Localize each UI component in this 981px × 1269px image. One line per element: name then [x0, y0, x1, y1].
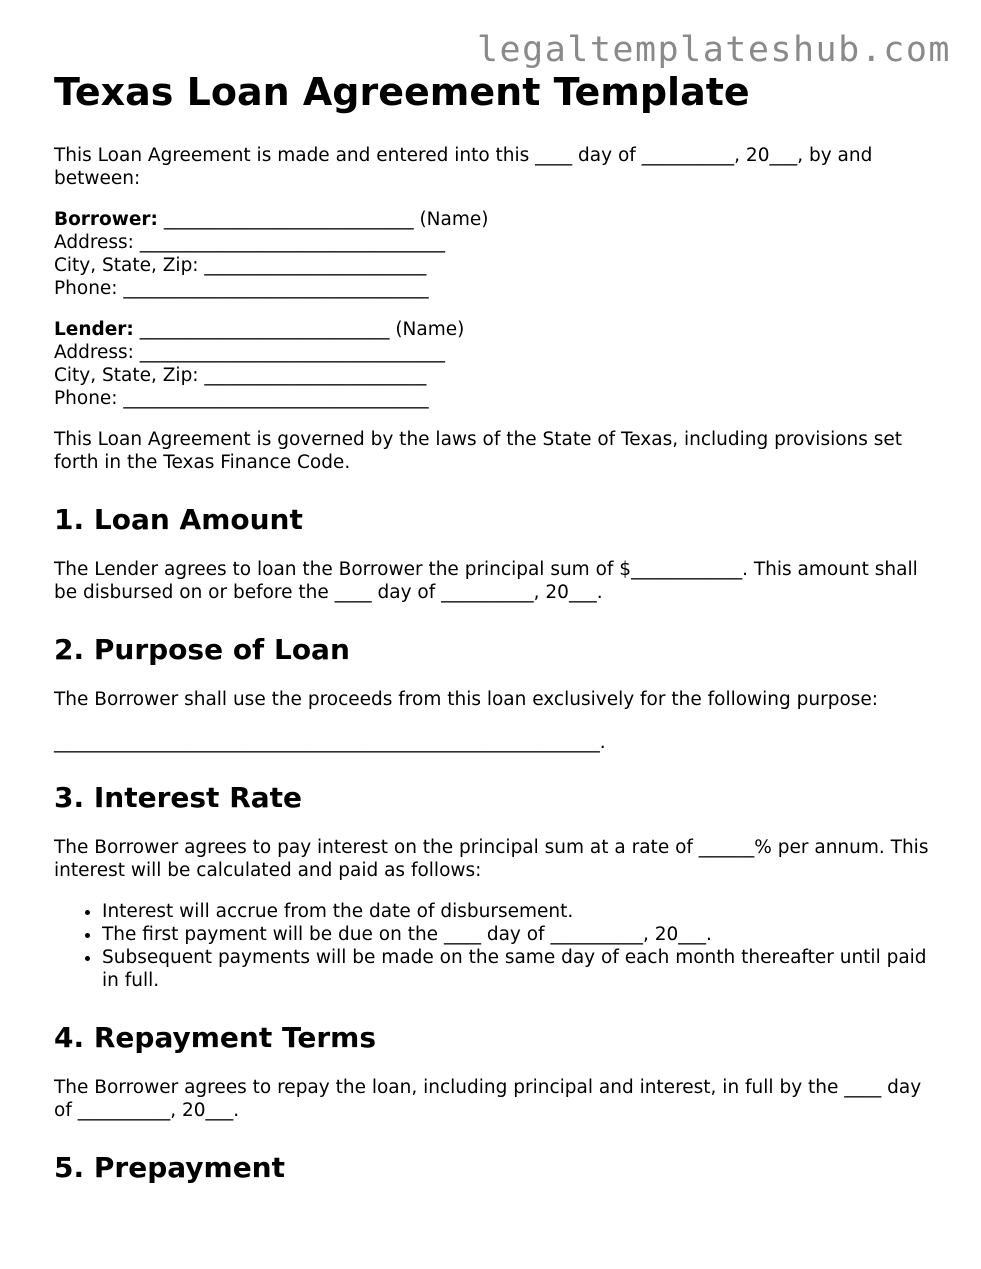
section-heading-interest: 3. Interest Rate [54, 781, 303, 814]
borrower-address: Address: _________________________________ [54, 232, 446, 253]
section-heading-repayment: 4. Repayment Terms [54, 1021, 376, 1054]
document-page [54, 68, 934, 1206]
borrower-phone: Phone: _________________________________ [54, 278, 429, 299]
borrower-city-state-zip: City, State, Zip: ________________________ [54, 255, 427, 276]
section-heading-prepayment: 5. Prepayment [54, 1151, 285, 1184]
section-heading-loan-amount: 1. Loan Amount [54, 503, 303, 536]
list-item: • Interest will accrue from the date of disbursement. [102, 900, 934, 923]
governing-law-paragraph: This Loan Agreement is governed by the laws of the State of Texas, including provisions set forth in the Texas Finance Code. [54, 429, 903, 473]
lender-city-state-zip: City, State, Zip: ________________________ [54, 365, 427, 386]
borrower-name-blank: ___________________________ (Name) [157, 209, 489, 230]
interest-paragraph: The Borrower agrees to pay interest on the principal sum at a rate of ______% per annum. This interest will be calculated and paid as follows: [54, 837, 929, 881]
borrower-block [54, 208, 934, 300]
document-title: Texas Loan Agreement Template [54, 70, 750, 114]
purpose-blank-line: ___________________________________________________________. [54, 732, 606, 753]
lender-phone: Phone: _________________________________ [54, 388, 429, 409]
intro-paragraph: This Loan Agreement is made and entered into this ____ day of __________, 20___, by and between: [54, 145, 873, 189]
borrower-name-line [54, 208, 934, 231]
list-item: • Subsequent payments will be made on the same day of each month thereafter until paid in full. [102, 946, 934, 992]
lender-block [54, 318, 934, 410]
lender-address: Address: _________________________________ [54, 342, 446, 363]
repayment-paragraph: The Borrower agrees to repay the loan, including principal and interest, in full by the ____ day of __________, 20___. [54, 1077, 922, 1121]
lender-label: Lender: [54, 319, 134, 340]
section-heading-purpose: 2. Purpose of Loan [54, 633, 350, 666]
purpose-paragraph: The Borrower shall use the proceeds from this loan exclusively for the following purpose: [54, 689, 879, 710]
watermark: legaltemplateshub.com [476, 30, 951, 70]
lender-name-blank: ___________________________ (Name) [133, 319, 465, 340]
loan-amount-paragraph: The Lender agrees to loan the Borrower the principal sum of $____________. This amount shall be disbursed on or before the ____ day of __________, 20___. [54, 559, 918, 603]
list-item: • The first payment will be due on the ____ day of __________, 20___. [102, 923, 934, 946]
borrower-label: Borrower: [54, 209, 158, 230]
lender-name-line [54, 318, 934, 341]
interest-list [54, 900, 934, 992]
